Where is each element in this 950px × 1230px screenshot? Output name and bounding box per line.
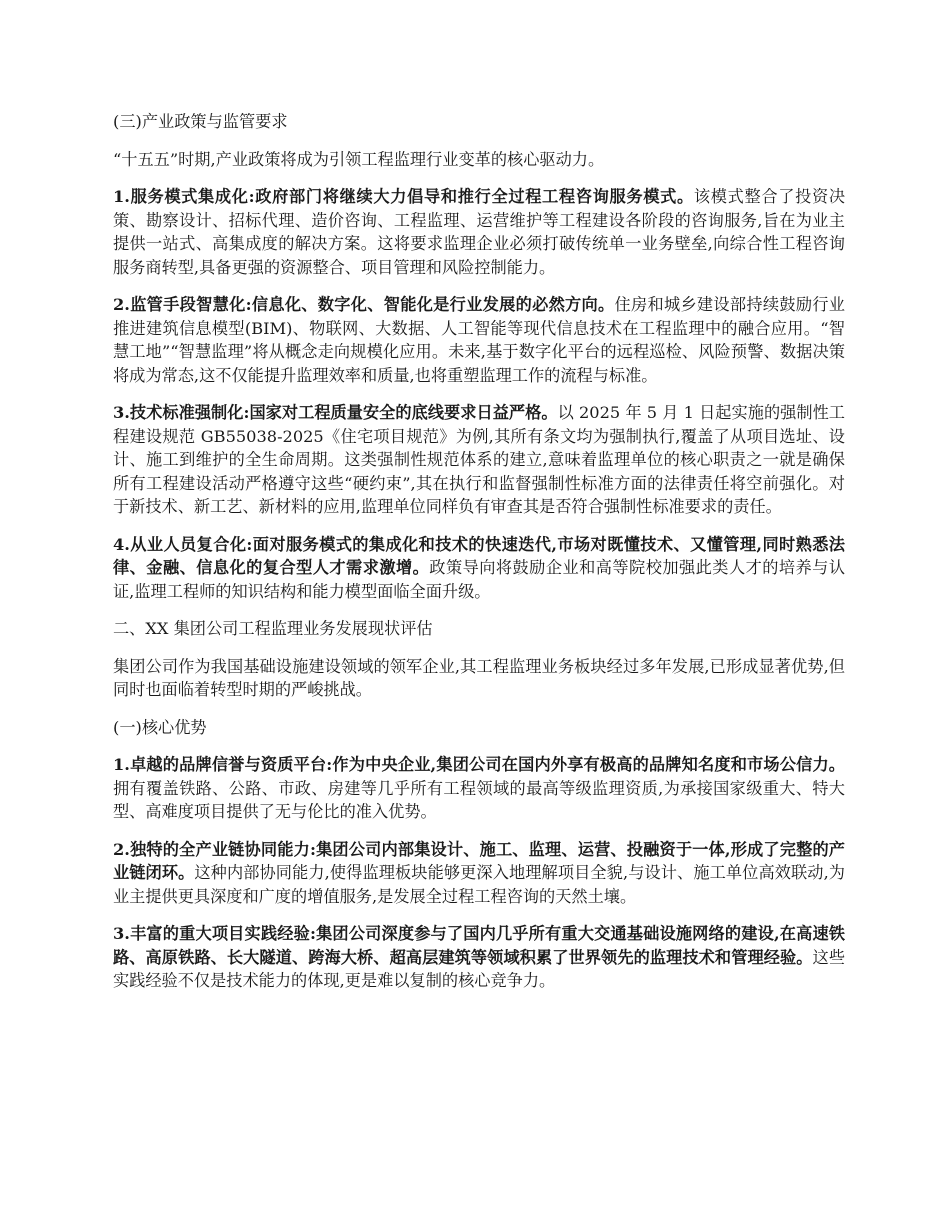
paragraph-body: 拥有覆盖铁路、公路、市政、房建等几乎所有工程领域的最高等级监理资质,为承接国家级重大、特大型、高难度项目提供了无与伦比的准入优势。 <box>113 778 845 821</box>
paragraph-lead: 3.丰富的重大项目实践经验:集团公司深度参与了国内几乎所有重大交通基础设施网络的建设,在高速铁路、高原铁路、长大隧道、跨海大桥、超高层建筑等领域积累了世界领先的监理技术和管理经验。 <box>113 924 845 967</box>
section-heading-industry-policy: (三)产业政策与监管要求 <box>113 112 288 131</box>
document-page <box>113 110 845 1007</box>
paragraph-body: 该模式整合了投资决策、勘察设计、招标代理、造价咨询、工程监理、运营维护等工程建设各阶段的咨询服务,旨在为业主提供一站式、高集成度的解决方案。这将要求监理企业必须打破传统单一业务壁垒,向综合性工程咨询服务商转型,具备更强的资源整合、项目管理和风险控制能力。 <box>113 187 846 277</box>
paragraph-body: 这种内部协同能力,使得监理板块能够更深入地理解项目全貌,与设计、施工单位高效联动,为业主提供更具深度和广度的增值服务,是发展全过程工程咨询的天然土壤。 <box>113 863 845 906</box>
policy-item-1 <box>113 185 845 279</box>
assessment-intro-paragraph <box>113 655 845 702</box>
paragraph-body: 住房和城乡建设部持续鼓励行业推进建筑信息模型(BIM)、物联网、大数据、人工智能等现代信息技术在工程监理中的融合应用。“智慧工地”“智慧监理”将从概念走向规模化应用。未来,基于数字化平台的远程巡检、风险预警、数据决策将成为常态,这不仅能提升监理效率和质量,也将重塑监理工作的流程与标准。 <box>113 295 845 385</box>
advantage-item-2 <box>113 838 845 909</box>
paragraph-body: “十五五”时期,产业政策将成为引领工程监理行业变革的核心驱动力。 <box>113 149 605 169</box>
policy-item-3 <box>113 401 845 519</box>
paragraph-lead: 4.从业人员复合化:面对服务模式的集成化和技术的快速迭代,市场对既懂技术、又懂管理,同时熟悉法律、金融、信息化的复合型人才需求激增。 <box>113 534 845 577</box>
paragraph-lead: 1.卓越的品牌信誉与资质平台:作为中央企业,集团公司在国内外享有极高的品牌知名度和市场公信力。 <box>113 755 845 774</box>
advantage-item-1 <box>113 753 845 824</box>
paragraph-body: 政策导向将鼓励企业和高等院校加强此类人才的培养与认证,监理工程师的知识结构和能力模型面临全面升级。 <box>113 558 846 601</box>
paragraph-lead: 2.监管手段智慧化:信息化、数字化、智能化是行业发展的必然方向。 <box>113 295 615 314</box>
advantage-item-3 <box>113 922 845 993</box>
policy-item-2 <box>113 293 845 387</box>
paragraph-body: 以 2025 年 5 月 1 日起实施的强制性工程建设规范 GB55038-2025《住宅项目规范》为例,其所有条文均为强制执行,覆盖了从项目选址、设计、施工到维护的全生命周期。这类强制性规范体系的建立,意味着监理单位的核心职责之一就是确保所有工程建设活动严格遵守这些“硬约束”,其在执行和监督强制性标准方面的法律责任将空前强化。对于新技术、新工艺、新材料的应用,监理单位同样负有审查其是否符合强制性标准要求的责任。 <box>113 403 845 516</box>
intro-paragraph <box>113 148 845 172</box>
paragraph-lead: 1.服务模式集成化:政府部门将继续大力倡导和推行全过程工程咨询服务模式。 <box>113 187 694 206</box>
section-heading-core-advantages: (一)核心优势 <box>113 717 207 737</box>
section-heading-status-assessment: 二、XX 集团公司工程监理业务发展现状评估 <box>113 619 433 638</box>
paragraph-body: 集团公司作为我国基础设施建设领域的领军企业,其工程监理业务板块经过多年发展,已形成显著优势,但同时也面临着转型时期的严峻挑战。 <box>113 656 845 699</box>
paragraph-body: 这些实践经验不仅是技术能力的体现,更是难以复制的核心竞争力。 <box>113 947 846 990</box>
paragraph-lead: 2.独特的全产业链协同能力:集团公司内部集设计、施工、监理、运营、投融资于一体,形成了完整的产业链闭环。 <box>113 839 845 882</box>
paragraph-lead: 3.技术标准强制化:国家对工程质量安全的底线要求日益严格。 <box>113 403 558 422</box>
policy-item-4 <box>113 533 845 604</box>
